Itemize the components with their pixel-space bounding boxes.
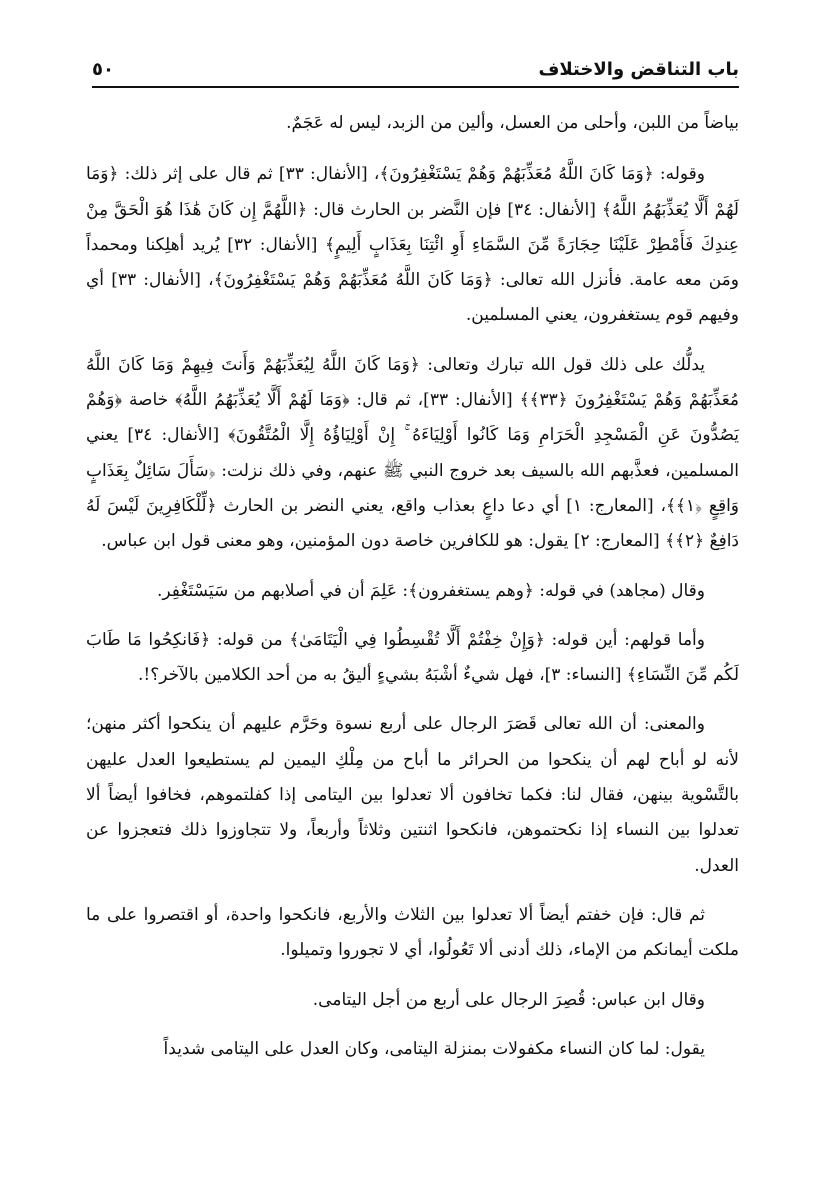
paragraph: وقال ابن عباس: قُصِرَ الرجال على أربع من أجل اليتامى. bbox=[312, 989, 705, 1010]
page-body bbox=[86, 106, 739, 1081]
chapter-title: باب التناقض والاختلاف bbox=[538, 59, 739, 80]
page-number: ٥٠ bbox=[92, 59, 114, 80]
paragraph: وقوله: ﴿وَمَا كَانَ اللَّهُ مُعَذِّبَهُمْ وَهُمْ يَسْتَغْفِرُونَ﴾، [الأنفال: ٣٣] ثم قال على إثر ذلك: ﴿وَمَا لَهُمْ أَلَّا يُعَذِّبَهُمُ اللَّهُ﴾ [الأنفال: ٣٤] فإن النَّضر بن الحارث قال: ﴿اللَّهُمَّ إِن كَانَ هَٰذَا هُوَ الْحَقَّ مِنْ عِندِكَ فَأَمْطِرْ عَلَيْنَا حِجَارَةً مِّنَ السَّمَاءِ أَوِ ائْتِنَا بِعَذَابٍ أَلِيمٍ﴾ [الأنفال: ٣٢] يُريد أهلِكنا ومحمداً ومَن معه عامة. فأنزل الله تعالى: ﴿وَمَا كَانَ اللَّهُ مُعَذِّبَهُمْ وَهُمْ يَسْتَغْفِرُونَ﴾، [الأنفال: ٣٣] أي وفيهم قوم يستغفرون، يعني المسلمين. bbox=[86, 164, 739, 326]
paragraph: بياضاً من اللبن، وأحلى من العسل، وألين من الزبد، ليس له عَجَمٌ. bbox=[286, 113, 739, 133]
paragraph: وأما قولهم: أين قوله: ﴿وَإِنْ خِفْتُمْ أَلَّا تُقْسِطُوا فِي الْيَتَامَىٰ﴾ من قوله: ﴿فَانكِحُوا مَا طَابَ لَكُم مِّنَ النِّسَاءِ﴾ [النساء: ٣]، فهل شيءٌ أشْبَهُ بشيءٍ أليقُ به من أحد الكلامين بالآخر؟!. bbox=[86, 629, 739, 686]
paragraph: والمعنى: أن الله تعالى قَصَرَ الرجال على أربع نسوة وحَرَّم عليهم أن ينكحوا أكثر منهن؛ لأنه لو أباح لهم أن ينكحوا من الحرائر ما أباح من مِلْكِ اليمين لم يستطيعوا العدل عليهن بالتَّسْوية بينهن، فقال لنا: فكما تخافون ألا تعدلوا بين اليتامى إذا كفلتموهم، فخافوا أيضاً ألا تعدلوا بين النساء إذا نكحتموهن، فانكحوا اثنتين وثلاثاً وأربعاً، ولا تتجاوزوا ذلك فتعجزوا عن العدل. bbox=[86, 714, 739, 876]
page-header bbox=[92, 46, 739, 88]
paragraph: يقول: لما كان النساء مكفولات بمنزلة اليتامى، وكان العدل على اليتامى شديداً bbox=[163, 1038, 705, 1059]
paragraph: يدلُّك على ذلك قول الله تبارك وتعالى: ﴿وَمَا كَانَ اللَّهُ لِيُعَذِّبَهُمْ وَأَنتَ فِيهِمْ وَمَا كَانَ اللَّهُ مُعَذِّبَهُمْ وَهُمْ يَسْتَغْفِرُونَ ﴿٣٣﴾﴾ [الأنفال: ٣٣]، ثم قال: ﴿وَمَا لَهُمْ أَلَّا يُعَذِّبَهُمُ اللَّهُ﴾ خاصة ﴿وَهُمْ يَصُدُّونَ عَنِ الْمَسْجِدِ الْحَرَامِ وَمَا كَانُوا أَوْلِيَاءَهُ ۚ إِنْ أَوْلِيَاؤُهُ إِلَّا الْمُتَّقُونَ﴾ [الأنفال: ٣٤] يعني المسلمين، فعذَّبهم الله بالسيف بعد خروج النبي ﷺ عنهم، وفي ذلك نزلت: ﴿سَأَلَ سَائِلٌ بِعَذَابٍ وَاقِعٍ ﴿١﴾﴾، [المعارج: ١] أي دعا داعٍ بعذاب واقع، يعني النضر بن الحارث ﴿لِّلْكَافِرِينَ لَيْسَ لَهُ دَافِعٌ ﴿٢﴾﴾ [المعارج: ٢] يقول: هو للكافرين خاصة دون المؤمنين، وهو معنى قول ابن عباس. bbox=[86, 354, 740, 552]
paragraph: ثم قال: فإن خفتم أيضاً ألا تعدلوا بين الثلاث والأربع، فانكحوا واحدة، أو اقتصروا على ما ملكت أيمانكم من الإماء، ذلك أدنى ألا تَعُولُوا، أي لا تجوروا وتميلوا. bbox=[86, 904, 739, 961]
paragraph: وقال (مجاهد) في قوله: ﴿وهم يستغفرون﴾: عَلِمَ أن في أصلابهم من سَيَسْتَغْفِر. bbox=[156, 580, 705, 601]
